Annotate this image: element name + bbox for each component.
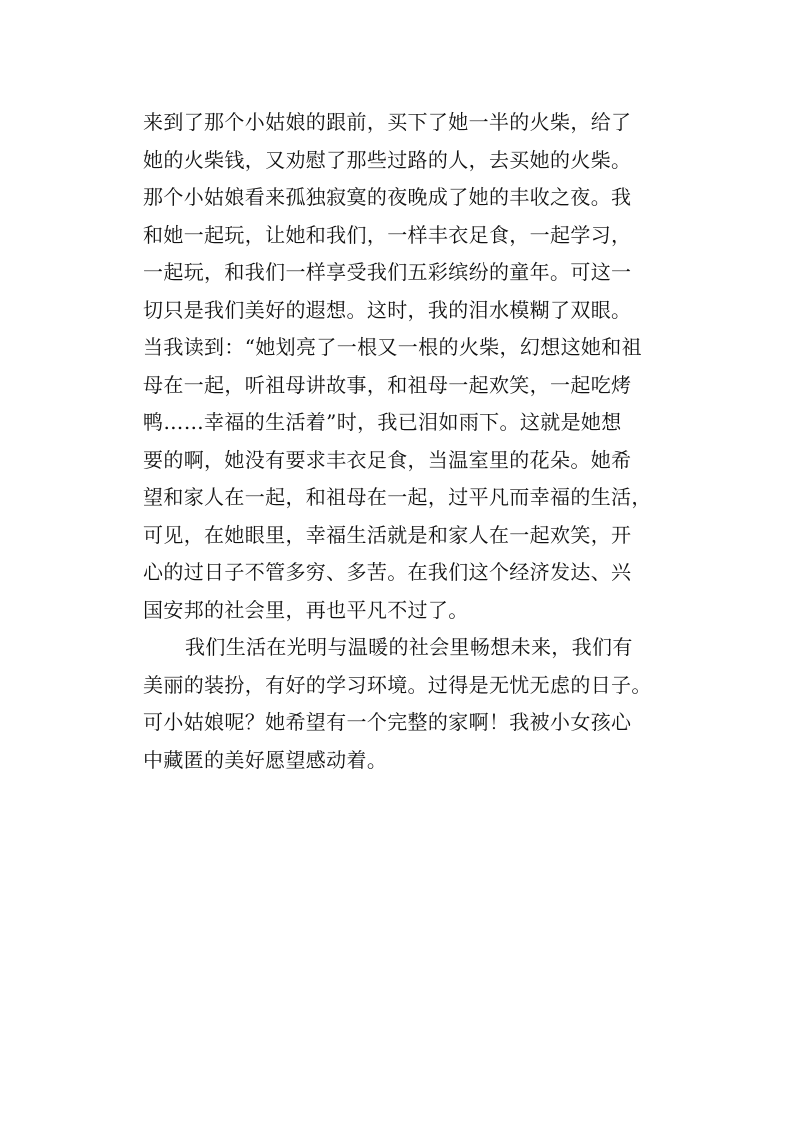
text-line: 中藏匿的美好愿望感动着。 bbox=[143, 747, 388, 772]
text-line: 当我读到：“她划亮了一根又一根的火柴，幻想这她和祖 bbox=[143, 335, 642, 359]
essay-text bbox=[143, 104, 673, 779]
text-line: 可见，在她眼里，幸福生活就是和家人在一起欢笑，开 bbox=[143, 522, 632, 547]
text-line: 那个小姑娘看来孤独寂寞的夜晚成了她的丰收之夜。我 bbox=[143, 185, 632, 209]
paragraph-start-line: 我们生活在光明与温暖的社会里畅想未来，我们有 bbox=[185, 635, 633, 659]
text-line: 心的过日子不管多穷、多苦。在我们这个经济发达、兴 bbox=[143, 560, 632, 584]
text-line: 可小姑娘呢？她希望有一个完整的家啊！我被小女孩心 bbox=[143, 710, 632, 734]
text-line: 要的啊，她没有要求丰衣足食，当温室里的花朵。她希 bbox=[143, 447, 632, 472]
text-line: 国安邦的社会里，再也平凡不过了。 bbox=[143, 597, 469, 622]
text-line: 来到了那个小姑娘的跟前，买下了她一半的火柴，给了 bbox=[143, 110, 632, 134]
text-line: 和她一起玩，让她和我们，一样丰衣足食，一起学习， bbox=[143, 222, 632, 247]
text-line: 一起玩，和我们一样享受我们五彩缤纷的童年。可这一 bbox=[143, 260, 632, 284]
text-line: 鸭……幸福的生活着”时，我已泪如雨下。这就是她想 bbox=[143, 410, 622, 434]
text-line: 美丽的装扮，有好的学习环境。过得是无忧无虑的日子。 bbox=[143, 672, 652, 697]
text-line: 母在一起，听祖母讲故事，和祖母一起欢笑，一起吃烤 bbox=[143, 372, 632, 397]
text-line: 她的火柴钱，又劝慰了那些过路的人，去买她的火柴。 bbox=[143, 147, 632, 172]
text-line: 望和家人在一起，和祖母在一起，过平凡而幸福的生活， bbox=[143, 485, 652, 509]
text-line: 切只是我们美好的遐想。这时，我的泪水模糊了双眼。 bbox=[143, 297, 632, 322]
